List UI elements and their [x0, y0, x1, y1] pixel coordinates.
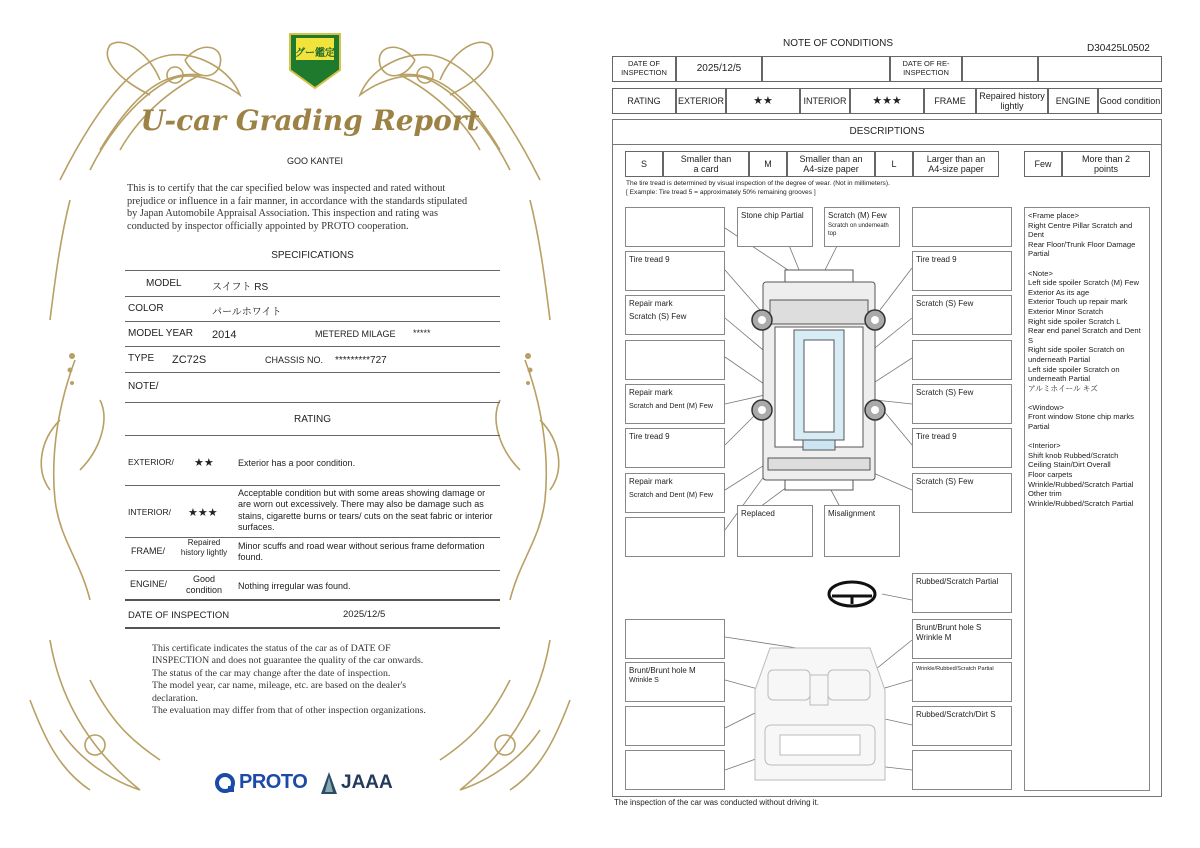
model-label: MODEL	[146, 278, 182, 289]
date-reinspection-label: DATE OF RE-INSPECTION	[890, 56, 962, 82]
exterior-label: EXTERIOR/	[128, 457, 174, 467]
frame-value: Repaired history lightly	[976, 88, 1048, 114]
proto-mark-icon	[214, 772, 236, 794]
descriptions-heading: DESCRIPTIONS	[849, 126, 925, 137]
jaaa-logo-text: JAAA	[341, 772, 393, 793]
jaaa-mark-icon	[320, 771, 338, 795]
interior-box-right-1	[912, 619, 1012, 659]
box-text: Misalignment	[828, 509, 876, 518]
intro-text	[127, 183, 507, 233]
engine-description: Nothing irregular was found.	[238, 581, 351, 591]
damage-box-left-8	[625, 517, 725, 557]
mileage-label: METERED MILAGE	[315, 329, 396, 339]
note-label: NOTE/	[128, 381, 159, 392]
note-line: Left side spoiler Scratch (M) Few	[1028, 278, 1139, 288]
box-text: Tire tread 9	[916, 255, 957, 264]
legend-few-desc: More than 2 points	[1062, 151, 1150, 177]
footer-line: INSPECTION and does not guarantee the quality of the car onwards.	[152, 655, 424, 667]
exterior-stars: ★★	[194, 457, 214, 469]
proto-logo	[214, 771, 307, 794]
note-line: Left side spoiler Scratch on underneath Partial	[1028, 364, 1120, 384]
note-line	[1028, 259, 1146, 269]
engine-label: ENGINE	[1048, 88, 1098, 114]
inspection-footer: The inspection of the car was conducted without driving it.	[614, 798, 819, 807]
box-text: Scratch and Dent (M) Few	[629, 490, 713, 500]
type-label: TYPE	[128, 353, 155, 364]
interior-stars: ★★★	[188, 507, 218, 519]
box-text: Brunt/Brunt hole M	[629, 666, 696, 675]
damage-box-left-4	[625, 340, 725, 380]
box-text: Tire tread 9	[629, 432, 670, 441]
damage-box-left-7	[625, 473, 725, 513]
specifications-heading: SPECIFICATIONS	[271, 250, 354, 261]
footer-line: The evaluation may differ from that of other inspection organizations.	[152, 705, 426, 717]
chassis-label: CHASSIS NO.	[265, 355, 324, 365]
legend-few: Few	[1024, 151, 1062, 177]
footer-line: This certificate indicates the status of the car as of DATE OF	[152, 643, 391, 654]
note-line: Wrinkle/Rubbed/Scratch Partial	[1028, 498, 1134, 508]
interior-box-steering	[912, 573, 1012, 613]
note-line: Exterior As its age	[1028, 287, 1090, 297]
note-line: Floor carpets	[1028, 470, 1073, 480]
interior-box-right-3	[912, 706, 1012, 746]
box-text: Wrinkle/Rubbed/Scratch Partial	[916, 666, 994, 672]
legend-l-desc: Larger than an A4-size paper	[913, 151, 999, 177]
proto-logo-text: PROTO	[239, 771, 308, 793]
footer-line: declaration.	[152, 692, 198, 704]
note-line: <Frame place>	[1028, 211, 1080, 220]
intro-line: prejudice or influence in a fair manner, in accordance with the standards stipulated	[127, 195, 468, 207]
box-text: Scratch (S) Few	[916, 299, 974, 308]
engine-value: Good condition	[1098, 88, 1162, 114]
box-text: Repair mark	[629, 388, 673, 397]
interior-box-left-4	[625, 750, 725, 790]
mileage-value: *****	[413, 328, 431, 338]
note-line: Ceiling Stain/Dirt Overall	[1028, 460, 1111, 470]
rating-label: RATING	[612, 88, 676, 114]
damage-box-bottom-center-right	[824, 505, 900, 557]
note-line: Rear end panel Scratch and Dent S	[1028, 326, 1141, 345]
footer-line: The model year, car name, mileage, etc. are based on the dealer's	[152, 680, 407, 692]
note-line: <Note>	[1028, 268, 1053, 278]
box-text: Repair mark	[629, 477, 673, 486]
date-inspection-value: 2025/12/5	[676, 56, 762, 82]
tire-note-2: [ Example: Tire tread 5 = approximately 50% remaining grooves ]	[626, 189, 816, 196]
damage-box-right-2	[912, 251, 1012, 291]
interior-box-right-2	[912, 662, 1012, 702]
box-text: Repair mark	[629, 299, 673, 308]
box-text: Scratch (M) Few	[828, 211, 887, 220]
legend-s-desc: Smaller than a card	[663, 151, 749, 177]
interior-label: INTERIOR/	[128, 507, 171, 517]
note-line: Wrinkle/Rubbed/Scratch Partial	[1028, 479, 1134, 489]
frame-label: FRAME	[924, 88, 976, 114]
damage-box-top-center-right	[824, 207, 900, 247]
certificate-footer	[152, 643, 492, 717]
note-line: Shift knob Rubbed/Scratch	[1028, 450, 1119, 460]
color-value: パールホワイト	[212, 307, 282, 318]
interior-value: ★★★	[850, 88, 924, 114]
box-text: Wrinkle M	[916, 633, 952, 643]
intro-line: conducted by inspector officially appointed by PROTO cooperation.	[127, 220, 409, 232]
damage-box-left-3	[625, 295, 725, 335]
damage-box-right-4	[912, 340, 1012, 380]
intro-line: by Japan Automobile Appraisal Association. This inspection and rating was	[127, 208, 438, 220]
exterior-description: Exterior has a poor condition.	[238, 458, 356, 468]
damage-box-right-3	[912, 295, 1012, 335]
box-subtext: Scratch on underneath	[828, 223, 889, 230]
note-line: Right Centre Pillar Scratch and Dent	[1028, 220, 1133, 240]
goo-kantei-logo	[286, 30, 344, 92]
exterior-value: ★★	[726, 88, 800, 114]
note-of-conditions	[600, 0, 1200, 848]
note-line: <Window>	[1028, 402, 1064, 412]
damage-box-left-6	[625, 428, 725, 468]
exterior-label: EXTERIOR	[676, 88, 726, 114]
notes-title: NOTE OF CONDITIONS	[783, 38, 893, 49]
damage-box-right-1	[912, 207, 1012, 247]
damage-box-left-5	[625, 384, 725, 424]
box-text: Rubbed/Scratch Partial	[916, 577, 999, 586]
document-id: D30425L0502	[1087, 43, 1150, 54]
box-text: Scratch (S) Few	[916, 477, 974, 486]
interior-box-left-2	[625, 662, 725, 702]
interior-box-left-1	[625, 619, 725, 659]
frame-label: FRAME/	[131, 546, 166, 556]
note-line: アルミホイール キズ	[1028, 383, 1098, 393]
box-text: Tire tread 9	[629, 255, 670, 264]
interior-box-left-3	[625, 706, 725, 746]
box-text: Rubbed/Scratch/Dirt S	[916, 710, 996, 719]
note-line: Right side spoiler Scratch L	[1028, 316, 1121, 326]
date-inspection-label: DATE OF INSPECTION	[612, 56, 676, 82]
note-line: Front window Stone chip marks Partial	[1028, 412, 1134, 432]
damage-box-right-6	[912, 428, 1012, 468]
note-line: Exterior Touch up repair mark	[1028, 297, 1128, 307]
damage-box-left-2	[625, 251, 725, 291]
legend-m: M	[749, 151, 787, 177]
intro-line: This is to certify that the car specified below was inspected and rated without	[127, 183, 446, 194]
box-text: Scratch (S) Few	[916, 388, 974, 397]
steering-wheel-icon	[829, 582, 875, 606]
note-line	[1028, 432, 1146, 442]
box-text: Brunt/Brunt hole S	[916, 623, 982, 632]
legend-s: S	[625, 151, 663, 177]
damage-box-left-1	[625, 207, 725, 247]
model-year-label: MODEL YEAR	[128, 328, 194, 339]
engine-value: Good condition	[185, 574, 223, 595]
frame-value: Repaired history lightly	[180, 538, 228, 557]
model-year-value: 2014	[212, 329, 237, 341]
report-subtitle: GOO KANTEI	[286, 156, 343, 166]
note-line: Other trim	[1028, 489, 1062, 499]
damage-box-bottom-center-left	[737, 505, 813, 557]
jaaa-logo	[320, 771, 393, 795]
note-line: Rear Floor/Trunk Floor Damage Partial	[1028, 239, 1136, 259]
box-text: Scratch (S) Few	[629, 312, 687, 322]
report-title: U-car Grading Report	[140, 104, 480, 137]
box-text: Stone chip Partial	[741, 211, 804, 220]
damage-box-top-center-left	[737, 207, 813, 247]
box-text: Wrinkle S	[629, 677, 659, 685]
date-of-inspection-value: 2025/12/5	[343, 609, 386, 620]
engine-label: ENGINE/	[130, 579, 168, 589]
note-line: Right side spoiler Scratch on underneath Partial	[1028, 345, 1125, 364]
note-line: <Interior>	[1028, 441, 1061, 451]
interior-description: Acceptable condition but with some areas showing damage or are worn out excessively. There may also be damage such as stains, cigarette burns or tears/ cuts on the seat fabric or interior surfaces.	[238, 488, 493, 532]
note-line: Exterior Minor Scratch	[1028, 306, 1104, 316]
notes-panel	[1024, 207, 1150, 791]
box-text: Tire tread 9	[916, 432, 957, 441]
interior-label: INTERIOR	[800, 88, 850, 114]
logo-text: グー鑑定	[295, 48, 335, 59]
damage-box-right-5	[912, 384, 1012, 424]
box-text: Replaced	[741, 509, 775, 518]
footer-line: The status of the car may change after the date of inspection.	[152, 667, 391, 679]
tire-note-1: The tire tread is determined by visual inspection of the degree of wear. (Not in millimeters).	[626, 180, 890, 187]
legend-l: L	[875, 151, 913, 177]
box-subtext: top	[828, 230, 837, 237]
legend-m-desc: Smaller than an A4-size paper	[787, 151, 875, 177]
box-text: Scratch and Dent (M) Few	[629, 401, 713, 411]
frame-description: Minor scuffs and road wear without serious frame deformation found.	[238, 541, 485, 563]
note-line	[1028, 393, 1146, 403]
date-of-inspection-label: DATE OF INSPECTION	[128, 610, 230, 621]
interior-box-right-4	[912, 750, 1012, 790]
rating-heading: RATING	[293, 414, 332, 425]
type-value: ZC72S	[172, 354, 207, 366]
color-label: COLOR	[128, 303, 164, 314]
model-value: スイフト RS	[212, 282, 269, 293]
damage-box-right-7	[912, 473, 1012, 513]
chassis-value: *********727	[335, 355, 387, 366]
